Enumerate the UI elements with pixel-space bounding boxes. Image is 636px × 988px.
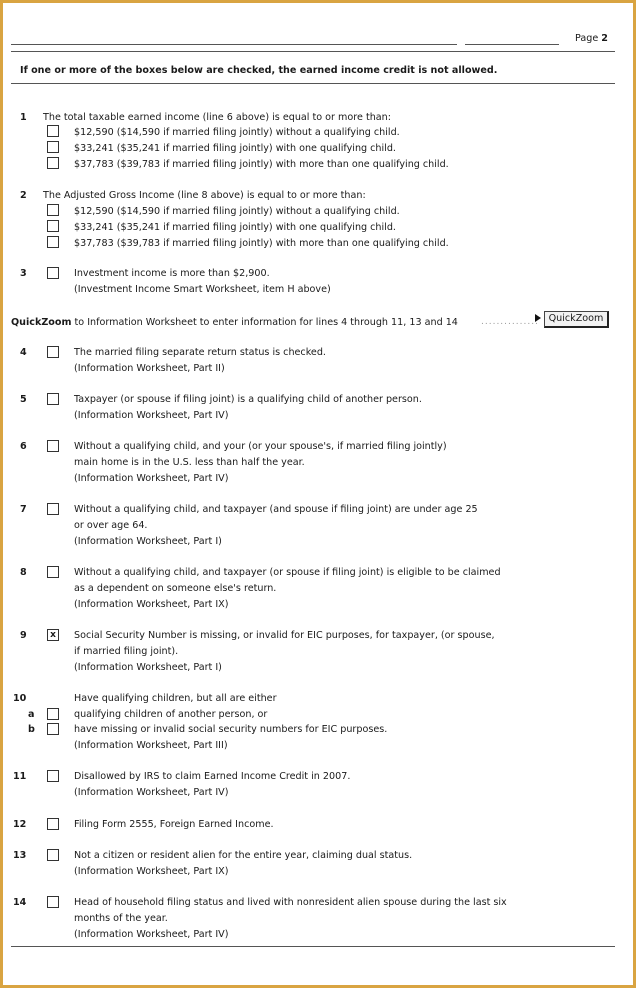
item-14-line-2: months of the year. bbox=[74, 913, 168, 924]
page-indicator bbox=[575, 33, 608, 44]
item-number-5: 5 bbox=[20, 394, 27, 405]
arrow-right-icon bbox=[535, 314, 541, 322]
item-8-line-1: Without a qualifying child, and taxpayer (or spouse if filing joint) is eligible to be claimed bbox=[74, 567, 501, 578]
quickzoom-leader-dots: ............... bbox=[481, 317, 539, 327]
item-1-intro: The total taxable earned income (line 6 above) is equal to or more than: bbox=[43, 112, 391, 123]
quickzoom-lead: QuickZoom bbox=[11, 317, 72, 328]
item-number-1: 1 bbox=[20, 112, 27, 123]
quickzoom-text: to Information Worksheet to enter information for lines 4 through 11, 13 and 14 bbox=[74, 317, 458, 328]
item-8-line-3: (Information Worksheet, Part IX) bbox=[74, 599, 229, 610]
item-number-4: 4 bbox=[20, 347, 27, 358]
item-2-option-a: $12,590 ($14,590 if married filing jointly) without a qualifying child. bbox=[74, 206, 400, 217]
item-9-line-1: Social Security Number is missing, or invalid for EIC purposes, for taxpayer, (or spouse, bbox=[74, 630, 495, 641]
item-9-line-3: (Information Worksheet, Part I) bbox=[74, 662, 222, 673]
item-10b-text: have missing or invalid social security numbers for EIC purposes. bbox=[74, 724, 388, 735]
item-3-line-1: Investment income is more than $2,900. bbox=[74, 268, 270, 279]
checkbox-11[interactable] bbox=[47, 770, 59, 782]
item-10-intro: Have qualifying children, but all are either bbox=[74, 693, 277, 704]
checkbox-6[interactable] bbox=[47, 440, 59, 452]
item-number-11: 11 bbox=[13, 771, 27, 782]
item-number-6: 6 bbox=[20, 441, 27, 452]
checkbox-2c[interactable] bbox=[47, 236, 59, 248]
item-number-9: 9 bbox=[20, 630, 27, 641]
item-number-2: 2 bbox=[20, 190, 27, 201]
item-13-line-2: (Information Worksheet, Part IX) bbox=[74, 866, 229, 877]
form-page bbox=[3, 3, 633, 985]
header-divider bbox=[11, 51, 615, 52]
item-12-line-1: Filing Form 2555, Foreign Earned Income. bbox=[74, 819, 274, 830]
checkbox-10b[interactable] bbox=[47, 723, 59, 735]
checkbox-1b[interactable] bbox=[47, 141, 59, 153]
page-label: Page bbox=[575, 33, 599, 44]
item-7-line-3: (Information Worksheet, Part I) bbox=[74, 536, 222, 547]
quickzoom-button[interactable]: QuickZoom bbox=[544, 311, 609, 328]
notice-text: If one or more of the boxes below are checked, the earned income credit is not allowed. bbox=[20, 65, 498, 76]
item-11-line-1: Disallowed by IRS to claim Earned Income Credit in 2007. bbox=[74, 771, 351, 782]
item-number-14: 14 bbox=[13, 897, 27, 908]
item-7-line-2: or over age 64. bbox=[74, 520, 148, 531]
item-10b-label: b bbox=[28, 724, 35, 735]
checkbox-1c[interactable] bbox=[47, 157, 59, 169]
checkbox-2a[interactable] bbox=[47, 204, 59, 216]
quickzoom-row bbox=[11, 317, 458, 328]
checkbox-13[interactable] bbox=[47, 849, 59, 861]
checkbox-8[interactable] bbox=[47, 566, 59, 578]
item-8-line-2: as a dependent on someone else's return. bbox=[74, 583, 277, 594]
item-1-option-a: $12,590 ($14,590 if married filing jointly) without a qualifying child. bbox=[74, 127, 400, 138]
checkbox-4[interactable] bbox=[47, 346, 59, 358]
footer-divider bbox=[11, 946, 615, 947]
item-number-10: 10 bbox=[13, 693, 27, 704]
header-name-line bbox=[11, 44, 457, 45]
item-6-line-3: (Information Worksheet, Part IV) bbox=[74, 473, 229, 484]
checkbox-3[interactable] bbox=[47, 267, 59, 279]
item-14-line-1: Head of household filing status and lived with nonresident alien spouse during the last six bbox=[74, 897, 507, 908]
item-number-3: 3 bbox=[20, 268, 27, 279]
item-6-line-2: main home is in the U.S. less than half the year. bbox=[74, 457, 305, 468]
item-11-line-2: (Information Worksheet, Part IV) bbox=[74, 787, 229, 798]
item-6-line-1: Without a qualifying child, and your (or your spouse's, if married filing jointly) bbox=[74, 441, 447, 452]
checkbox-9-checked[interactable]: x bbox=[47, 629, 59, 641]
item-number-12: 12 bbox=[13, 819, 27, 830]
item-10a-text: qualifying children of another person, or bbox=[74, 709, 268, 720]
item-14-line-3: (Information Worksheet, Part IV) bbox=[74, 929, 229, 940]
item-2-option-c: $37,783 ($39,783 if married filing jointly) with more than one qualifying child. bbox=[74, 238, 449, 249]
item-1-option-b: $33,241 ($35,241 if married filing jointly) with one qualifying child. bbox=[74, 143, 396, 154]
item-13-line-1: Not a citizen or resident alien for the entire year, claiming dual status. bbox=[74, 850, 413, 861]
checkbox-2b[interactable] bbox=[47, 220, 59, 232]
item-7-line-1: Without a qualifying child, and taxpayer (and spouse if filing joint) are under age 25 bbox=[74, 504, 478, 515]
checkbox-12[interactable] bbox=[47, 818, 59, 830]
item-number-13: 13 bbox=[13, 850, 27, 861]
checkbox-1a[interactable] bbox=[47, 125, 59, 137]
checkbox-7[interactable] bbox=[47, 503, 59, 515]
item-9-line-2: if married filing joint). bbox=[74, 646, 179, 657]
item-1-option-c: $37,783 ($39,783 if married filing jointly) with more than one qualifying child. bbox=[74, 159, 449, 170]
item-2-intro: The Adjusted Gross Income (line 8 above) is equal to or more than: bbox=[43, 190, 366, 201]
notice-divider bbox=[11, 83, 615, 84]
item-number-8: 8 bbox=[20, 567, 27, 578]
item-4-line-2: (Information Worksheet, Part II) bbox=[74, 363, 225, 374]
item-10a-label: a bbox=[28, 709, 35, 720]
item-3-line-2: (Investment Income Smart Worksheet, item H above) bbox=[74, 284, 331, 295]
item-2-option-b: $33,241 ($35,241 if married filing jointly) with one qualifying child. bbox=[74, 222, 396, 233]
item-number-7: 7 bbox=[20, 504, 27, 515]
checkbox-5[interactable] bbox=[47, 393, 59, 405]
page-number: 2 bbox=[601, 33, 608, 44]
item-4-line-1: The married filing separate return status is checked. bbox=[74, 347, 326, 358]
item-5-line-2: (Information Worksheet, Part IV) bbox=[74, 410, 229, 421]
item-5-line-1: Taxpayer (or spouse if filing joint) is a qualifying child of another person. bbox=[74, 394, 422, 405]
item-10-ref: (Information Worksheet, Part III) bbox=[74, 740, 228, 751]
checkbox-10a[interactable] bbox=[47, 708, 59, 720]
checkbox-14[interactable] bbox=[47, 896, 59, 908]
header-ssn-line bbox=[465, 44, 559, 45]
